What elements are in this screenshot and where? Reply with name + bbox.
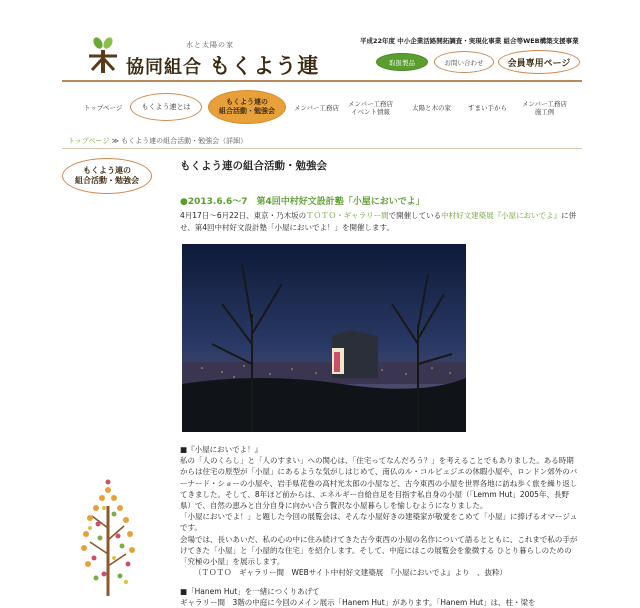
nav-top[interactable]: トップページ (84, 104, 123, 112)
logo-title-small: 協同組合 (126, 57, 202, 78)
intro-text-3: に併せ、第4回中村好文設計塾「小屋においでよ！」を開催します。 (180, 211, 577, 232)
page-title: もくよう連の組合活動・勉強会 (180, 160, 327, 172)
contact-button[interactable]: お問い合わせ (434, 51, 494, 73)
header-project-note: 平成22年度 中小企業活路開拓調査・実現化事業 組合等WEB構築支援事業 (360, 37, 579, 45)
breadcrumb-current: もくよう連の組合活動・勉強会（詳細） (121, 137, 248, 145)
nav-about[interactable] (130, 93, 202, 121)
nav-activities[interactable] (208, 90, 286, 124)
hut-night-photo (182, 244, 466, 432)
members-page-button[interactable]: 会員専用ページ (498, 50, 580, 74)
header-divider (62, 80, 582, 82)
section-hanem-hut (180, 586, 580, 608)
logo-subtitle: 水と太陽の家 (186, 41, 234, 49)
event-title: ●2013.6.6〜7 第4回中村好文設計塾「小屋においでよ」 (180, 197, 425, 207)
exhibition-link[interactable]: 中村好文建築展『小屋においでよ』 (441, 211, 562, 220)
sidebar-activities-label: もくよう連の 組合活動・勉強会 (75, 166, 139, 185)
sidebar-activities-link[interactable] (62, 158, 152, 194)
section-text: ギャラリー間 3階の中庭に今回のメイン展示「Hanem Hut」があります。「Hanem Hut」は、柱・梁を (180, 598, 536, 608)
nav-sun-wood-house[interactable]: 太陽と木の家 (412, 104, 451, 112)
breadcrumb-home-link[interactable]: トップページ (68, 137, 110, 145)
article-paragraph: 「小屋においでよ！」と題した今回の展覧会は、そんな小屋好きの建築家が敬愛をこめて「小屋」に捧げるオマージュです。 (180, 512, 578, 533)
logo-title-big: もくよう連 (209, 53, 320, 78)
intro-text-2: で開催している (388, 211, 442, 220)
intro-text-1: 4月17日〜6月22日、東京・乃木坂の (180, 211, 307, 220)
leaf-logo-icon (84, 36, 122, 74)
autumn-tree-icon (78, 478, 138, 596)
section-heading: ■「Hanem Hut」を一緒につくりあげて (180, 587, 320, 596)
article-paragraph: 会場では、長いあいだ、私の心の中に住み続けてきた古今東西の小屋の名作について語るとともに、これまで私の手がけてきた「小屋」と「小屋的な住宅」を紹介します。そして、中庭にはこの展覧会を象徴する ひとり暮らしのための「究極の小屋」を展示します。 (180, 534, 578, 567)
breadcrumb-separator: ≫ (111, 137, 119, 145)
site-logo-title[interactable] (126, 50, 319, 80)
toto-gallery-link[interactable]: ＴＯＴＯ・ギャラリー間 (306, 211, 389, 220)
nav-member-events[interactable]: メンバー工務店 イベント情報 (348, 100, 394, 117)
article-paragraph: 私の「人のくらし」と「人のすまい」への関心は、「住宅ってなんだろう？」を考えることでもありました。ある時期からは住宅の原型が「小屋」にあるような気がしはじめて、南仏のル・コルビュジエの休暇小屋や、ロンドン郊外のバーナード・ショーの小屋や、岩手県花巻の高村光太郎の小屋など、古今東西の小屋を世界各地に訪ね歩く旅を繰り返してきました。そして、8年ほど前からは、エネルギー自給自足を目指す私自身の小屋（「Lemm Hut」2005年、長野県）で、自然の恵みと自分自身に向かい合う贅沢な小屋暮らしを愉しむようになりました。 (180, 456, 578, 511)
nav-about-label: もくよう連とは (141, 102, 191, 111)
nav-members[interactable]: メンバー工務店 (294, 104, 340, 112)
products-button[interactable]: 取扱製品 (376, 53, 428, 71)
nav-residents[interactable]: すまい手から (468, 104, 507, 112)
nav-activities-label: もくよう連の 組合活動・勉強会 (219, 98, 275, 115)
breadcrumb (68, 136, 247, 146)
article-heading: ■『小屋においでよ！』 (180, 445, 263, 454)
event-intro (180, 210, 580, 234)
nav-member-works[interactable]: メンバー工務店 施工例 (522, 100, 568, 117)
breadcrumb-divider (62, 148, 582, 149)
article-body (180, 444, 580, 578)
article-citation: （ＴＯＴＯ ギャラリー間 WEBサイト中村好文建築展 『小屋においでよ』より 、抜粋） (194, 568, 508, 578)
